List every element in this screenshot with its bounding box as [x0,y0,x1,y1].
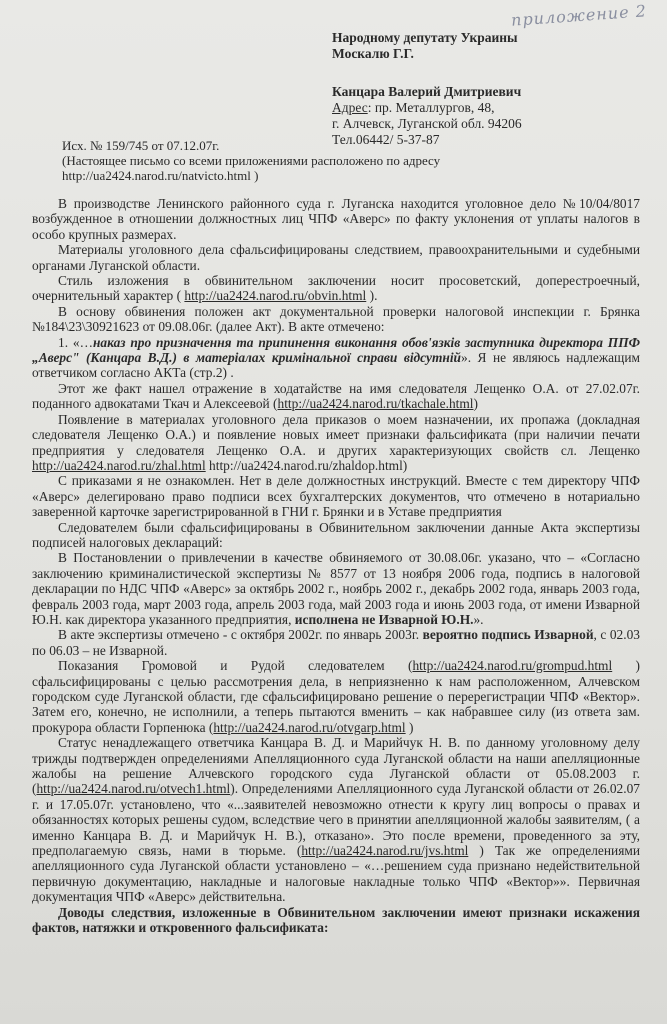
paragraph-8: С приказами я не ознакомлен. Нет в деле должностных инструкций. Вместе с тем директору ЧПФ «Аверс» делегировано право подписи всех бухгалтерских документов, что отмечено в нотариально заверенной карточке зарегистрированной в ГНИ г. Брянки и в Уставе предприятия [32,473,640,520]
address-block [332,30,652,148]
address-label: Адрес [332,100,368,115]
link-grompud[interactable]: http://ua2424.narod.ru/grompud.html [412,658,613,674]
paragraph-12: Показания Громовой и Рудой следователем (http://ua2424.narod.ru/grompud.html ) сфальсифицированы с целью рассмотрения дела, в неприязненно к нам расположенном, Алчевском городском суде Луганской области, где сфальсифицировано решение о перерегистрации ЧПФ «Вектор». Затем его, конечно, не исполнили, а теперь пытаются вменить – как набравшее силу (из ответа зам. прокурора области Горпенюка (http://ua2424.narod.ru/otvgarp.html ) [32,658,640,735]
reference-note-1: (Настоящее письмо со всеми приложениями расположено по адресу [62,153,441,168]
sender-address-line2: г. Алчевск, Луганской обл. 94206 [332,116,522,131]
paragraph-13: Статус ненадлежащего ответчика Канцара В. Д. и Марийчук Н. В. по данному уголовному делу трижды подтвержден определениями Апелляционного суда Луганской области на наши апелляционные жалобы на решение Алчевского городского суда Луганской области от 05.08.2003 г. (http://ua2424.narod.ru/otvech1.html). Определениями Апелляционного суда Луганской области от 26.02.07 г. и 17.05.07г. установлено, что «...заявителей невозможно отнести к кругу лиц вопросы о правах и обязанностях которых решены судом, вследствие чего в принятии апелляционной жалобы заявителям, ( а именно Канцара В. Д. и Марийчук Н. В.), отказано». Это после времени, проведенного за эту, предполагаемую связь, нами в тюрьме. (http://ua2424.narod.ru/jvs.html ) Так же определениями апелляционного суда Луганской области установлено – «…решением суда признано недействительной первичную документацию, накладные и налоговые накладные только ЧПФ «Вектор»». Первичная документация ЧПФ «Аверс» действительна. [32,735,640,905]
paragraph-11: В акте экспертизы отмечено - с октября 2002г. по январь 2003г. вероятно подпись Изварной, с 02.03 по 06.03 – не Изварной. [32,627,640,658]
handwritten-annotation: приложение 2 [510,1,648,30]
sender-name: Канцара Валерий Дмитриевич [332,84,522,99]
paragraph-5: 1. «…наказ про призначення та припинення виконання обов'язків заступника директора ППФ „Аверс" (Канцара В.Д.) в матеріалах кримінальної справи відсутній». Я не являюсь надлежащим ответчиком согласно АКТа (стр.2) . [32,334,640,381]
paragraph-7: Появление в материалах уголовного дела приказов о моем назначении, их пропажа (докладная следователя Лещенко О.А.) и появление новых имеет признаки фальсификата (при наличии печати предприятия у следователя Лещенко О.А. и других характеризующих свойств сл. Лещенко http://ua2424.narod.ru/zhal.html http://ua2424.narod.ru/zhaldop.html) [32,411,640,473]
link-otvech1[interactable]: http://ua2424.narod.ru/otvech1.html [36,781,231,797]
addressee-line1: Народному депутату Украины [332,30,518,45]
link-zhal[interactable]: http://ua2424.narod.ru/zhal.html [32,457,206,473]
paragraph-9: Следователем были сфальсифицированы в Обвинительном заключении данные Акта экспертизы подписей налоговых деклараций: [32,519,640,550]
paragraph-4: В основу обвинения положен акт документальной проверки налоговой инспекции г. Брянка №184\23\30921623 от 09.08.06г. (далее Акт). В акте отмечено: [32,303,640,335]
paragraph-10: В Постановлении о привлечении в качестве обвиняемого от 30.08.06г. указано, что – «Согласно заключению криминалистической экспертизы № 8577 от 13 ноября 2006 года, подпись в налоговой декларации по НДС ЧПФ «Аверс» за октябрь 2002 г., ноябрь 2002 г., декабрь 2002 года, январь 2003 года, февраль 2003 года, март 2003 года, апрель 2003 года, май 2003 года и июнь 2003 года, от имени Изварной Ю.Н. как директора указанного предприятия, исполнена не Изварной Ю.Н.». [32,550,640,627]
reference-number: Исх. № 159/745 от 07.12.07г. [62,138,220,153]
link-obvin[interactable]: http://ua2424.narod.ru/obvin.html [184,288,367,304]
letter-body [32,196,640,936]
paragraph-3: Стиль изложения в обвинительном заключении носит просоветский, доперестроечный, очернительный характер ( http://ua2424.narod.ru/obvin.html ). [32,273,640,304]
link-otvgarp[interactable]: http://ua2424.narod.ru/otvgarp.html [213,719,406,735]
link-jvs[interactable]: http://ua2424.narod.ru/jvs.html [301,843,469,859]
sender-address: Адрес: пр. Металлургов, 48, [332,100,495,115]
paragraph-14: Доводы следствия, изложенные в Обвинительном заключении имеют признаки искажения фактов, натяжки и откровенного фальсификата: [32,904,640,936]
reference-note-2: http://ua2424.narod.ru/natvicto.html ) [62,168,259,183]
addressee-line2: Москалю Г.Г. [332,46,414,61]
reference-block [62,138,542,183]
paragraph-2: Материалы уголовного дела сфальсифицированы следствием, правоохранительными и судебными органами Луганской области. [32,242,640,273]
link-tkachale[interactable]: http://ua2424.narod.ru/tkachale.html [277,396,474,412]
sender-phone: Тел.06442/ 5-37-87 [332,132,440,147]
paragraph-1: В производстве Ленинского районного суда г. Луганска находится уголовное дело №10/04/8017 возбужденное в отношении должностных лиц ЧПФ «Аверс» по факту уклонения от уплаты налогов в особо крупных размерах. [32,196,640,242]
paragraph-6: Этот же факт нашел отражение в ходатайстве на имя следователя Лещенко О.А. от 27.02.07г. поданного адвокатами Ткач и Алексеевой (http://ua2424.narod.ru/tkachale.html) [32,380,640,412]
